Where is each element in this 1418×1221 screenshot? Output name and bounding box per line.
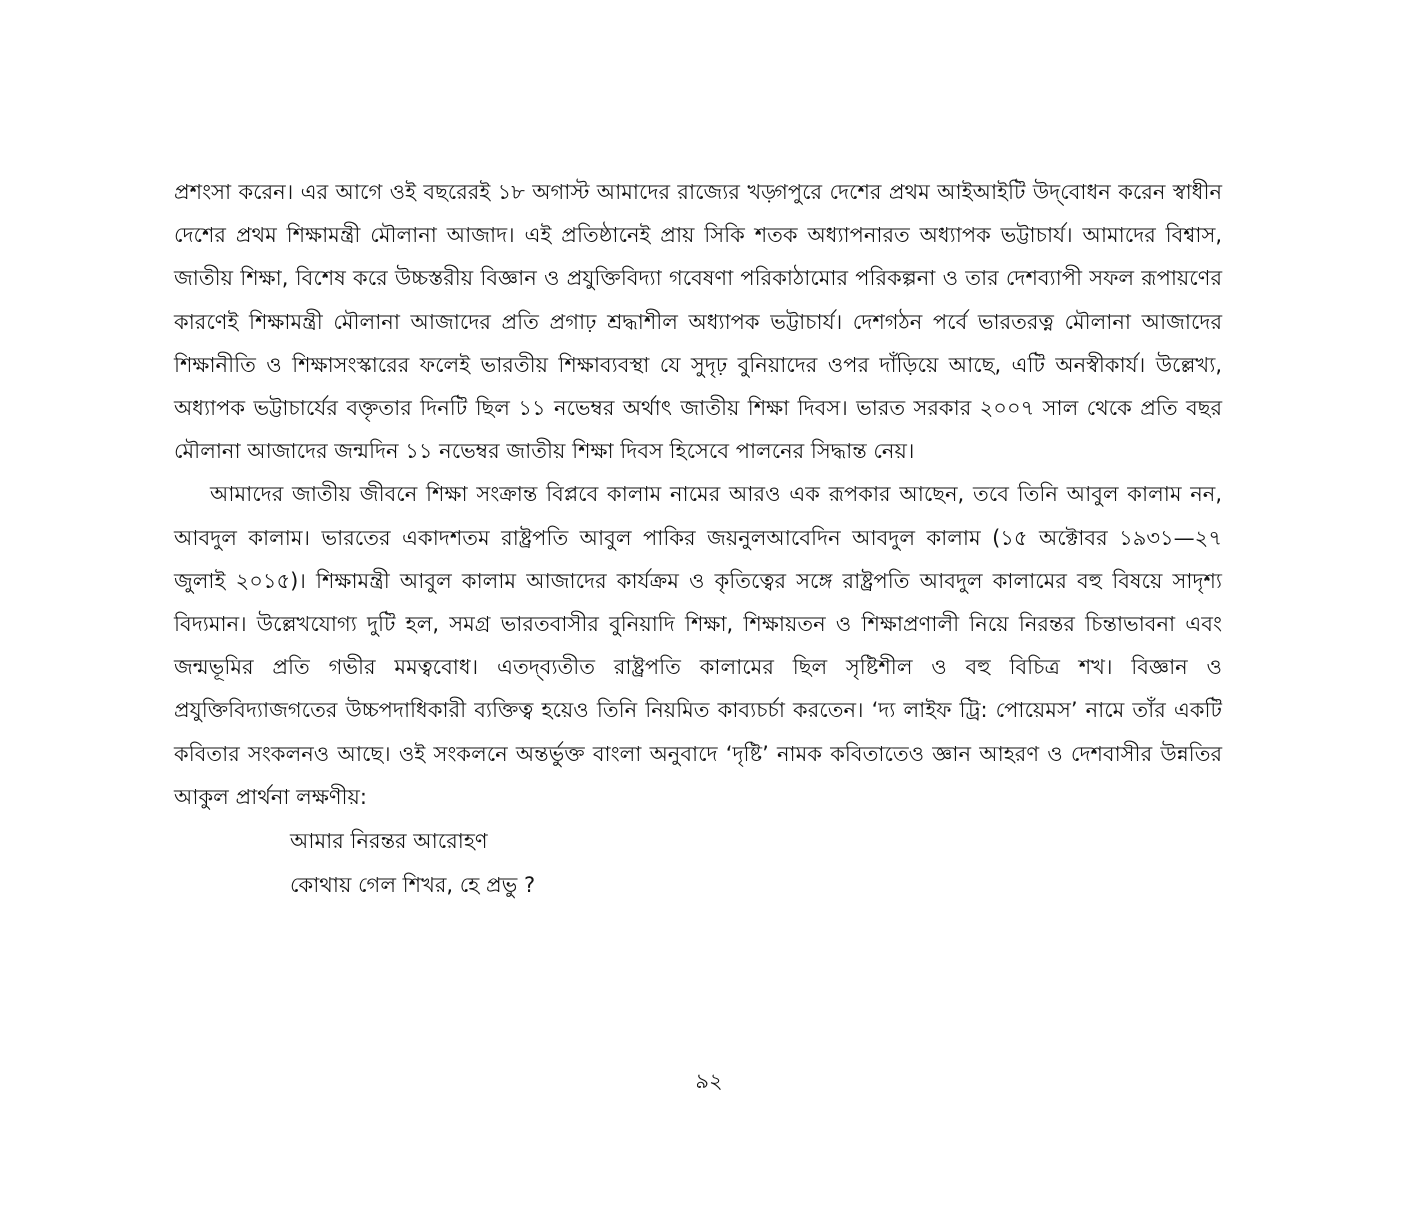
- page-number: ৯২: [695, 1069, 723, 1093]
- poem-line-1: আমার নিরন্তর আরোহণ: [290, 829, 488, 854]
- body-text: [174, 171, 1222, 907]
- poem-quote: [174, 819, 1222, 907]
- paragraph-kalam: আমাদের জাতীয় জীবনে শিক্ষা সংক্রান্ত বিপ্লবে কালাম নামের আরও এক রূপকার আছেন, তবে তিনি আবুল কালাম নন, আবদুল কালাম। ভারতের একাদশতম রাষ্ট্রপতি আবুল পাকির জয়নুলআবেদিন আবদুল কালাম (১৫ অক্টোবর ১৯৩১—২৭ জুলাই ২০১৫)। শিক্ষামন্ত্রী আবুল কালাম আজাদের কার্যক্রম ও কৃতিত্বের সঙ্গে রাষ্ট্রপতি আবদুল কালামের বহু বিষয়ে সাদৃশ্য বিদ্যমান। উল্লেখযোগ্য দুটি হল, সমগ্র ভারতবাসীর বুনিয়াদি শিক্ষা, শিক্ষায়তন ও শিক্ষাপ্রণালী নিয়ে নিরন্তর চিন্তাভাবনা এবং জন্মভূমির প্রতি গভীর মমত্ববোধ। এতদ্‌ব্যতীত রাষ্ট্রপতি কালামের ছিল সৃষ্টিশীল ও বহু বিচিত্র শখ। বিজ্ঞান ও প্রযুক্তিবিদ্যাজগতের উচ্চপদাধিকারী ব্যক্তিত্ব হয়েও তিনি নিয়মিত কাব্যচর্চা করতেন। ‘দ্য লাইফ ট্রি: পোয়েমস’ নামে তাঁর একটি কবিতার সংকলনও আছে। ওই সংকলনে অন্তর্ভুক্ত বাংলা অনুবাদে ‘দৃষ্টি’ নামক কবিতাতেও জ্ঞান আহরণ ও দেশবাসীর উন্নতির আকুল প্রার্থনা লক্ষণীয়:: [174, 482, 1222, 809]
- paragraph-azad-education: প্রশংসা করেন। এর আগে ওই বছরেরই ১৮ অগাস্ট আমাদের রাজ্যের খড়্গপুরে দেশের প্রথম আইআইটি উদ্‌বোধন করেন স্বাধীন দেশের প্রথম শিক্ষামন্ত্রী মৌলানা আজাদ। এই প্রতিষ্ঠানেই প্রায় সিকি শতক অধ্যাপনারত অধ্যাপক ভট্টাচার্য। আমাদের বিশ্বাস, জাতীয় শিক্ষা, বিশেষ করে উচ্চস্তরীয় বিজ্ঞান ও প্রযুক্তিবিদ্যা গবেষণা পরিকাঠামোর পরিকল্পনা ও তার দেশব্যাপী সফল রূপায়ণের কারণেই শিক্ষামন্ত্রী মৌলানা আজাদের প্রতি প্রগাঢ় শ্রদ্ধাশীল অধ্যাপক ভট্টাচার্য। দেশগঠন পর্বে ভারতরত্ন মৌলানা আজাদের শিক্ষানীতি ও শিক্ষাসংস্কারের ফলেই ভারতীয় শিক্ষাব্যবস্থা যে সুদৃঢ় বুনিয়াদের ওপর দাঁড়িয়ে আছে, এটি অনস্বীকার্য। উল্লেখ্য, অধ্যাপক ভট্টাচার্যের বক্তৃতার দিনটি ছিল ১১ নভেম্বর অর্থাৎ জাতীয় শিক্ষা দিবস। ভারত সরকার ২০০৭ সাল থেকে প্রতি বছর মৌলানা আজাদের জন্মদিন ১১ নভেম্বর জাতীয় শিক্ষা দিবস হিসেবে পালনের সিদ্ধান্ত নেয়।: [174, 180, 1222, 464]
- poem-line-2: কোথায় গেল শিখর, হে প্রভু ?: [290, 873, 536, 898]
